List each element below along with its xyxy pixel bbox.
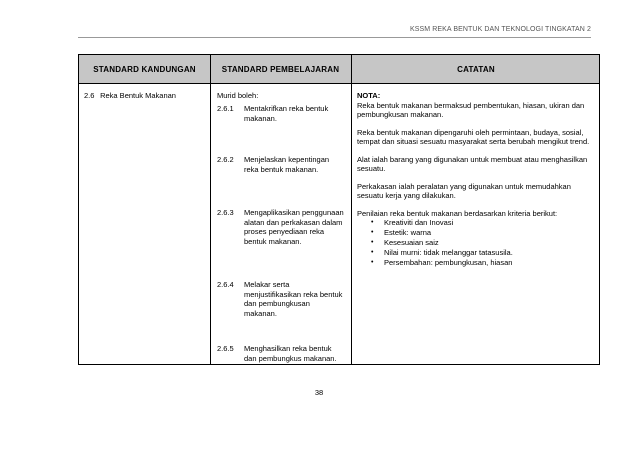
kandungan-cell: [84, 91, 176, 100]
bullet-icon: •: [371, 219, 374, 226]
item-code: 2.6.5: [217, 344, 234, 353]
criteria-item: [371, 228, 597, 238]
nota-paragraph: Reka bentuk makanan dipengaruhi oleh permintaan, budaya, sosial, tempat dan situasi sesuatu masyarakat serta berubah mengikut trend.: [357, 127, 590, 146]
nota-paragraph: Perkakasan ialah peralatan yang digunakan untuk memudahkan sesuatu kerja yang dilakukan.: [357, 181, 571, 200]
item-code: 2.6.3: [217, 208, 234, 217]
kandungan-code: 2.6: [84, 91, 95, 100]
column-divider-1: [210, 55, 211, 364]
nota-title: NOTA:: [357, 91, 381, 100]
item-text: Mengaplikasikan penggunaan alatan dan perkakasan dalam proses penyediaan reka bentuk makanan.: [244, 208, 344, 246]
header-catatan: CATATAN: [457, 65, 495, 74]
criteria-text: Nilai murni: tidak melanggar tatasusila.: [384, 248, 513, 257]
criteria-text: Kreativiti dan Inovasi: [384, 218, 454, 227]
header-standard-pembelajaran: STANDARD PEMBELAJARAN: [221, 65, 340, 74]
item-text: Menghasilkan reka bentuk dan pembungkus makanan.: [244, 344, 337, 363]
bullet-icon: •: [371, 239, 374, 246]
bullet-icon: •: [371, 229, 374, 236]
kandungan-title: Reka Bentuk Makanan: [100, 91, 176, 100]
criteria-item: [371, 238, 597, 248]
criteria-item: [371, 248, 597, 258]
criteria-text: Persembahan: pembungkusan, hiasan: [384, 258, 513, 267]
page-header: KSSM REKA BENTUK DAN TEKNOLOGI TINGKATAN 2: [409, 26, 591, 33]
criteria-list: [371, 218, 597, 268]
item-code: 2.6.1: [217, 104, 234, 113]
item-text: Melakar serta menjustifikasikan reka bentuk dan pembungkusan makanan.: [244, 280, 343, 318]
catatan-cell: [357, 91, 597, 268]
bullet-icon: •: [371, 259, 374, 266]
item-code: 2.6.2: [217, 155, 234, 164]
curriculum-table: [78, 54, 600, 365]
criteria-item: [371, 258, 597, 268]
criteria-text: Estetik: warna: [384, 228, 432, 237]
header-rule: [78, 37, 591, 38]
nota-paragraph: Alat ialah barang yang digunakan untuk membuat atau menghasilkan sesuatu.: [357, 154, 588, 173]
column-divider-2: [351, 55, 352, 364]
nota-paragraph: Penilaian reka bentuk makanan berdasarkan kriteria berikut:: [357, 208, 558, 218]
pembelajaran-intro: Murid boleh:: [217, 91, 259, 100]
item-text: Menjelaskan kepentingan reka bentuk makanan.: [244, 155, 330, 174]
criteria-item: [371, 218, 597, 228]
header-standard-kandungan: STANDARD KANDUNGAN: [93, 65, 196, 74]
criteria-text: Kesesuaian saiz: [384, 238, 439, 247]
nota-paragraph: Reka bentuk makanan bermaksud pembentukan, hiasan, ukiran dan pembungkusan makanan.: [357, 100, 585, 119]
bullet-icon: •: [371, 249, 374, 256]
page-number: 38: [314, 388, 324, 397]
item-text: Mentakrifkan reka bentuk makanan.: [244, 104, 329, 123]
item-code: 2.6.4: [217, 280, 234, 289]
